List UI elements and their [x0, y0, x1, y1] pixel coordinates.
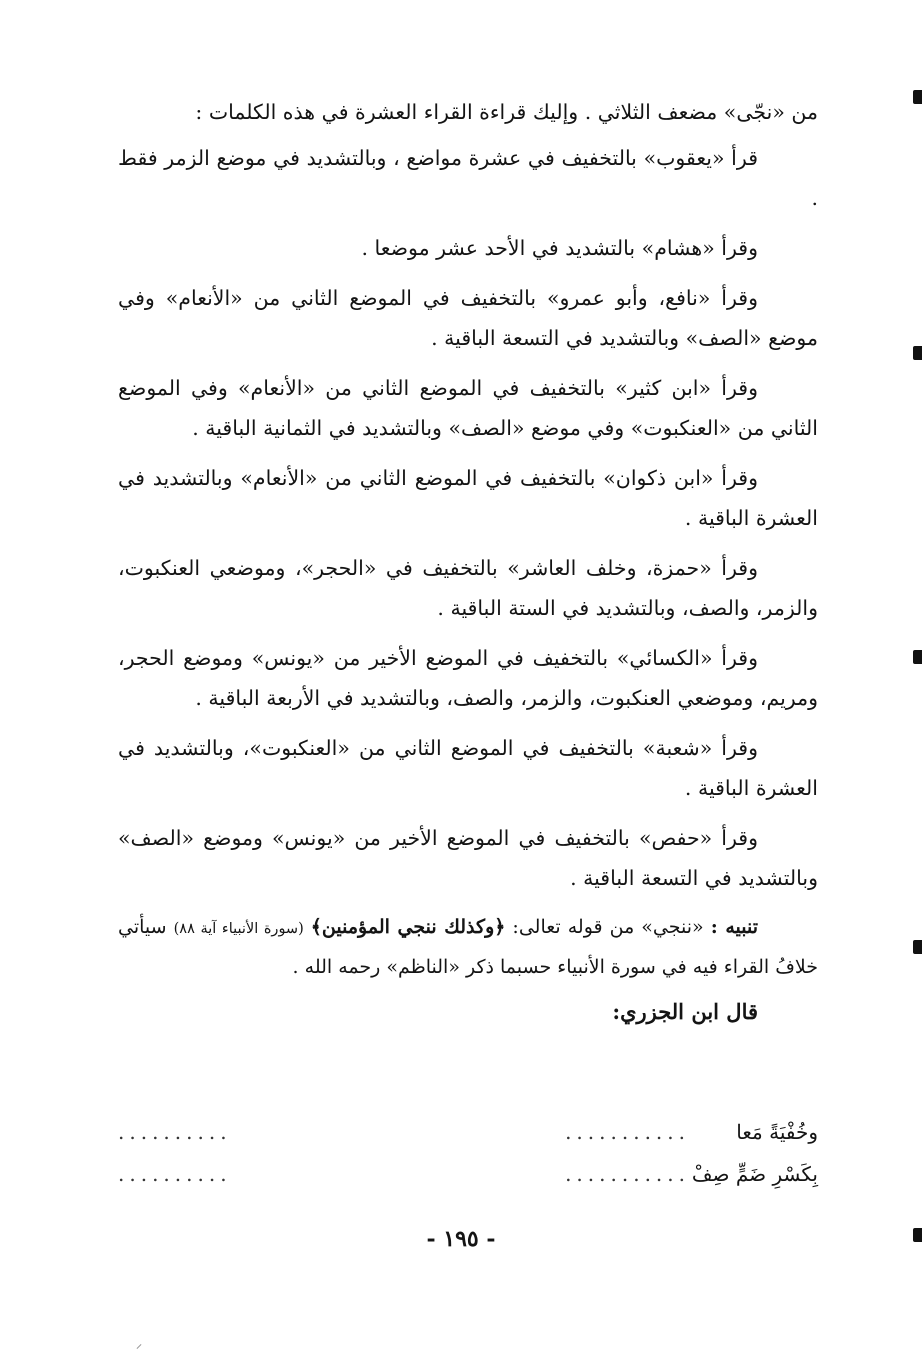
paragraph-hafs: وقرأ «حفص» بالتخفيف في الموضع الأخير من «يونس» وموضع «الصف» وبالتشديد في التسعة الباقية .: [118, 826, 818, 890]
paragraph-ibn-kathir: وقرأ «ابن كثير» بالتخفيف في الموضع الثاني من «الأنعام» وفي الموضع الثاني من «العنكبوت» وفي موضع «الصف» وبالتشديد في الثمانية الباقية .: [118, 376, 818, 440]
note-text-b: سيأتي خلافُ القراء فيه في سورة الأنبياء حسبما ذكر «الناظم» رحمه الله .: [118, 916, 818, 978]
scan-speck: [137, 1344, 142, 1349]
paragraph-yaqub: قرأ «يعقوب» بالتخفيف في عشرة مواضع ، وبالتشديد في موضع الزمر فقط .: [118, 146, 818, 210]
verse-line: [118, 1112, 818, 1152]
note-ref: (سورة الأنبياء آية ٨٨): [173, 921, 304, 937]
body-text: [118, 92, 818, 1036]
paragraph-shuba: وقرأ «شعبة» بالتخفيف في الموضع الثاني من «العنكبوت»، وبالتشديد في العشرة الباقية .: [118, 736, 818, 800]
binding-mark: [913, 90, 922, 104]
verse-right-text: بِكَسْرِ ضَمٍّ صِفْ: [691, 1162, 818, 1186]
binding-mark: [913, 650, 922, 664]
verse-dots: ...........: [565, 1162, 690, 1186]
paragraph-nafi: وقرأ «نافع، وأبو عمرو» بالتخفيف في الموضع الثاني من «الأنعام» وفي موضع «الصف» وبالتشديد في التسعة الباقية .: [118, 286, 818, 350]
verse-line: [118, 1154, 818, 1194]
binding-mark: [913, 1228, 922, 1242]
verse-dots: ..........: [118, 1162, 232, 1186]
verse-dots: ...........: [565, 1120, 690, 1144]
paragraph-ibn-dhakwan: وقرأ «ابن ذكوان» بالتخفيف في الموضع الثاني من «الأنعام» وبالتشديد في العشرة الباقية .: [118, 466, 818, 530]
note-paragraph: [118, 908, 818, 986]
note-quote: ﴿وكذلك ننجي المؤمنين﴾: [310, 916, 506, 938]
note-text-a: «ننجي» من قوله تعالى:: [512, 916, 704, 938]
verse-right-text: وخُفْيَةً مَعا: [736, 1120, 818, 1144]
binding-mark: [913, 346, 922, 360]
verse-dots: ..........: [118, 1120, 232, 1144]
paragraph-kisai: وقرأ «الكسائي» بالتخفيف في الموضع الأخير من «يونس» وموضع الحجر، ومريم، وموضعي العنكبوت، والزمر، والصف، وبالتشديد في الأربعة الباقية .: [118, 646, 818, 710]
page-number: - ١٩٥ -: [426, 1226, 496, 1252]
binding-mark: [913, 940, 922, 954]
paragraph-hisham: وقرأ «هشام» بالتشديد في الأحد عشر موضعا .: [361, 236, 758, 260]
intro-line: من «نجّى» مضعف الثلاثي . وإليك قراءة القراء العشرة في هذه الكلمات :: [195, 100, 818, 124]
note-label: تنبيه :: [710, 916, 759, 938]
poem-heading: قال ابن الجزري:: [612, 999, 758, 1024]
paragraph-hamza: وقرأ «حمزة، وخلف العاشر» بالتخفيف في «الحجر»، وموضعي العنكبوت، والزمر، والصف، وبالتشديد في الستة الباقية .: [118, 556, 818, 620]
